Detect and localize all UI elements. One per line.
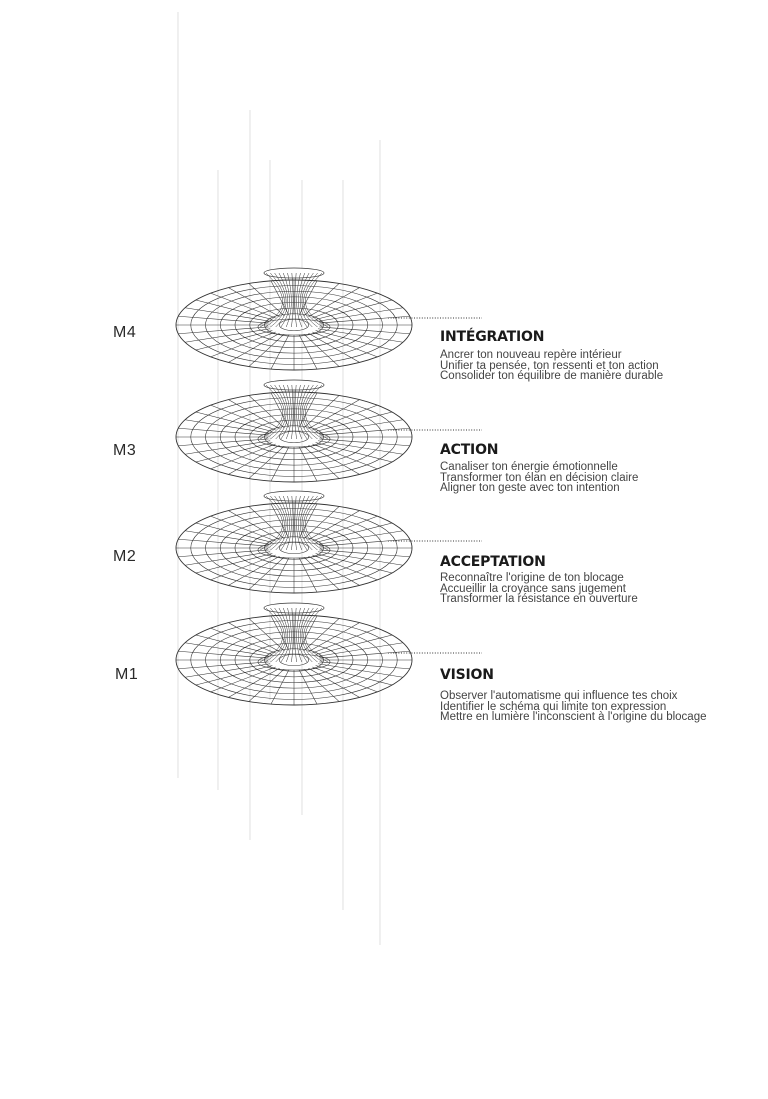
description-line: Transformer ton élan en décision claire xyxy=(440,471,639,484)
level-title-acceptation: ACCEPTATION xyxy=(440,554,546,570)
disk-spoke xyxy=(304,395,339,427)
level-title-integration: INTÉGRATION xyxy=(440,329,545,345)
description-line: Observer l'automatisme qui influence tes choix xyxy=(440,690,678,702)
disk-ring xyxy=(279,654,309,665)
disk-spoke xyxy=(185,308,270,321)
disk-spoke xyxy=(318,420,403,433)
level-description-m4 xyxy=(440,350,663,382)
disk-spoke xyxy=(249,395,284,427)
disk-spoke xyxy=(316,523,393,543)
description-line: Ancrer ton nouveau repère intérieur xyxy=(440,349,622,361)
disk-spoke xyxy=(312,555,377,580)
disk-spoke xyxy=(304,506,339,538)
disk-spoke xyxy=(316,331,393,351)
disk-spoke xyxy=(316,443,393,463)
funnel-base xyxy=(258,542,330,558)
disk-spoke xyxy=(249,334,284,366)
disk-spoke xyxy=(316,412,393,432)
disk-ring xyxy=(279,542,309,553)
disk-spoke xyxy=(211,516,276,541)
level-title-action: ACTION xyxy=(440,442,499,458)
disk-spoke xyxy=(316,300,393,320)
disk-spoke xyxy=(196,443,273,463)
description-line: Identifier le schéma qui limite ton expression xyxy=(440,700,667,713)
disk-ring xyxy=(279,431,309,442)
disk-spoke xyxy=(211,667,276,692)
level-label-m1: M1 xyxy=(115,666,139,683)
disk-spoke xyxy=(318,308,403,321)
description-line: Transformer la résistance en ouverture xyxy=(440,593,638,605)
disk-spoke xyxy=(312,628,377,653)
disk-spoke xyxy=(249,446,284,478)
funnel-base xyxy=(258,654,330,670)
disk-spoke xyxy=(249,669,284,701)
disk-spoke xyxy=(318,664,403,677)
disk-spoke xyxy=(312,516,377,541)
disk-spoke xyxy=(196,412,273,432)
vertical-guide-lines xyxy=(178,12,380,945)
disk-spoke xyxy=(304,283,339,315)
disk-spoke xyxy=(316,635,393,655)
disk-spoke xyxy=(312,405,377,430)
disk-spoke xyxy=(185,441,270,454)
description-line: Reconnaître l'origine de ton blocage xyxy=(440,572,624,584)
disk-spoke xyxy=(312,444,377,469)
funnel-disk-m2 xyxy=(176,491,482,593)
level-title-vision: VISION xyxy=(440,667,494,683)
disk-spoke xyxy=(318,531,403,544)
disk-spoke xyxy=(196,331,273,351)
disk-spoke xyxy=(316,554,393,574)
disk-spoke xyxy=(211,293,276,318)
disk-spoke xyxy=(304,618,339,650)
level-label-m3: M3 xyxy=(113,442,137,459)
disk-spoke xyxy=(304,446,339,478)
disk-spoke xyxy=(211,332,276,357)
disk-spoke xyxy=(304,557,339,589)
disk-spoke xyxy=(196,666,273,686)
description-line: Canaliser ton énergie émotionnelle xyxy=(440,461,618,473)
disk-spoke xyxy=(211,555,276,580)
funnel-base xyxy=(258,431,330,447)
disk-spoke xyxy=(312,332,377,357)
disk-spoke xyxy=(185,329,270,342)
level-description-m3 xyxy=(440,462,638,494)
disk-spoke xyxy=(185,552,270,565)
funnel-disk-m4 xyxy=(176,268,482,370)
disk-spoke xyxy=(185,664,270,677)
description-line: Unifier ta pensée, ton ressenti et ton action xyxy=(440,359,659,372)
disk-spoke xyxy=(312,293,377,318)
disk-spoke xyxy=(211,444,276,469)
disk-spoke xyxy=(185,643,270,656)
disk-spoke xyxy=(249,506,284,538)
disk-spoke xyxy=(196,554,273,574)
disk-spoke xyxy=(249,618,284,650)
disk-spoke xyxy=(318,329,403,342)
disk-spoke xyxy=(304,334,339,366)
funnel-disk-m1 xyxy=(176,603,482,705)
disk-spoke xyxy=(318,441,403,454)
description-line: Accueillir la croyance sans jugement xyxy=(440,582,627,595)
disk-spoke xyxy=(211,405,276,430)
description-line: Mettre en lumière l'inconscient à l'origine du blocage xyxy=(440,711,707,723)
disk-spoke xyxy=(249,283,284,315)
disk-spoke xyxy=(312,667,377,692)
description-line: Consolider ton équilibre de manière durable xyxy=(440,370,664,382)
funnel-disk-m3 xyxy=(176,380,482,482)
disk-spoke xyxy=(196,523,273,543)
disk-spoke xyxy=(211,628,276,653)
funnel-base xyxy=(258,319,330,335)
disk-spoke xyxy=(196,635,273,655)
disk-ring xyxy=(279,319,309,330)
disk-spoke xyxy=(316,666,393,686)
level-description-m1 xyxy=(440,691,706,723)
disk-spoke xyxy=(196,300,273,320)
disk-spoke xyxy=(185,420,270,433)
disk-spoke xyxy=(304,669,339,701)
disk-spoke xyxy=(249,557,284,589)
disk-spoke xyxy=(185,531,270,544)
disk-spoke xyxy=(318,643,403,656)
level-label-m2: M2 xyxy=(113,548,137,565)
disk-spoke xyxy=(318,552,403,565)
description-line: Aligner ton geste avec ton intention xyxy=(440,482,620,494)
disk-stack xyxy=(176,268,482,705)
level-label-m4: M4 xyxy=(113,324,137,341)
level-description-m2 xyxy=(440,573,638,605)
